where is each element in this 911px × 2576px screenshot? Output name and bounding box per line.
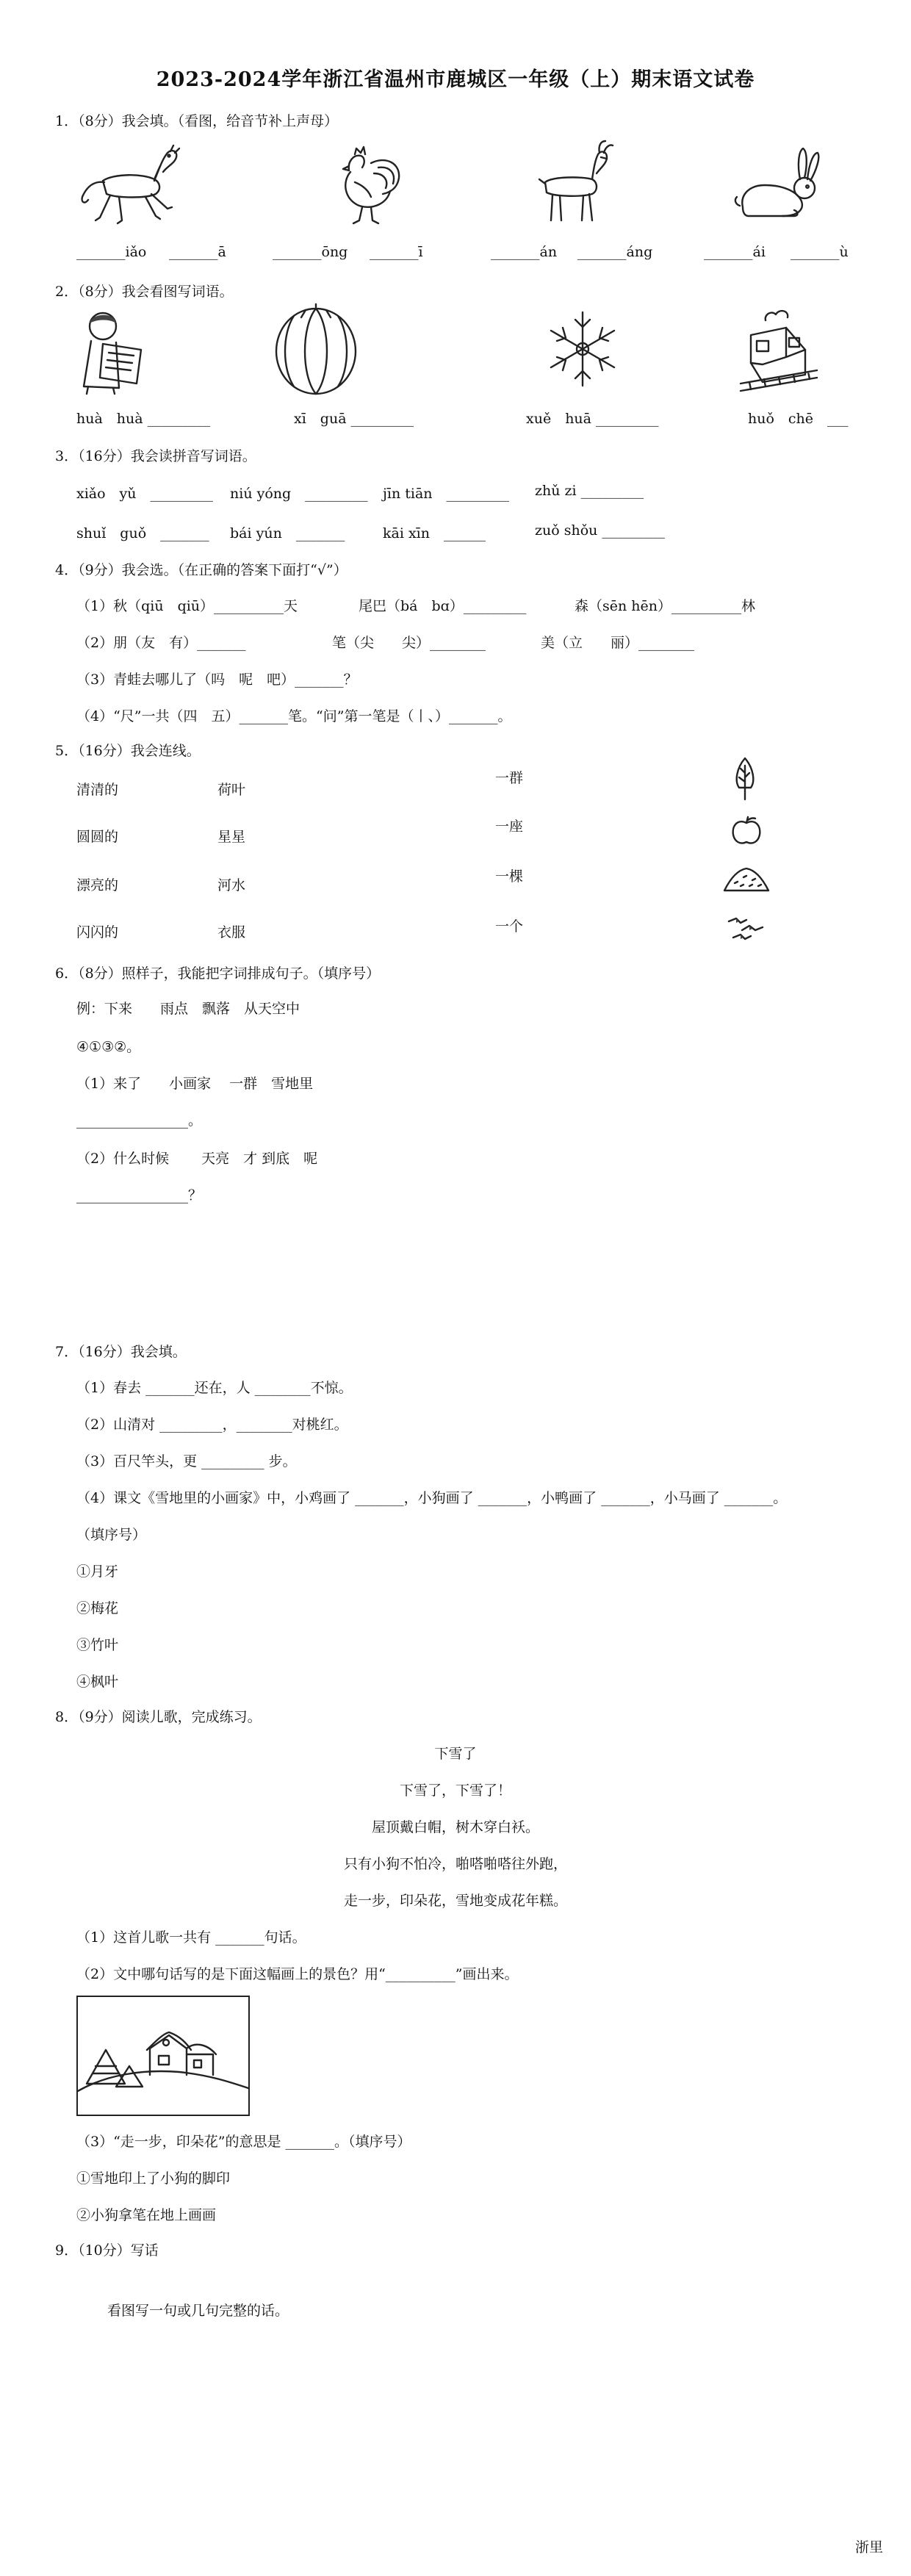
- q2-header: 2．（8分）我会看图写词语。: [55, 284, 234, 300]
- q3-row2-3[interactable]: kāi xīn ______: [383, 525, 486, 542]
- q8-option-2: ②小狗拿笔在地上画画: [76, 2207, 217, 2223]
- q4-item-2b[interactable]: 笔（尖 尖）________: [332, 635, 486, 651]
- q4-item-2a[interactable]: （2）朋（友 有）_______: [76, 635, 246, 651]
- tree-icon[interactable]: [732, 757, 758, 801]
- q6-example-answer: ④①③②。: [76, 1039, 141, 1055]
- q3-row2-4[interactable]: zuǒ shǒu _________: [535, 522, 665, 539]
- q6-part2: （2）什么时候 天亮 才 到底 呢: [76, 1151, 318, 1167]
- poem-line-1: 下雪了，下雪了！: [399, 1782, 511, 1799]
- train-image: [735, 306, 823, 394]
- page-footer: 浙里: [854, 2539, 883, 2555]
- q4-header: 4．（9分）我会选。（在正确的答案下面打“√”）: [55, 562, 348, 578]
- q1-blank-3[interactable]: _______ōng: [273, 244, 348, 260]
- q6-header: 6．（8分）照样子，我能把字词排成句子。（填序号）: [55, 965, 381, 982]
- q1-blank-2[interactable]: _______ā: [169, 244, 226, 260]
- q4-item-2c[interactable]: 美（立 丽）________: [541, 635, 695, 651]
- q7-option-1: ①月牙: [76, 1564, 119, 1580]
- poem-title: 下雪了: [434, 1746, 477, 1762]
- q5-col3-4[interactable]: 一个: [495, 918, 524, 935]
- q5-col2-3[interactable]: 河水: [217, 877, 246, 893]
- q2-item-4[interactable]: huǒ chē ___: [748, 411, 849, 427]
- poem-line-2: 屋顶戴白帽，树木穿白袄。: [371, 1819, 539, 1835]
- q5-col2-2[interactable]: 星星: [217, 829, 246, 845]
- q3-header: 3．（16分）我会读拼音写词语。: [55, 448, 256, 464]
- q5-header: 5．（16分）我会连线。: [55, 743, 201, 759]
- q1-blank-1[interactable]: _______iǎo: [76, 244, 147, 260]
- q6-example: 例：下来 雨点 飘落 从天空中: [76, 1001, 300, 1017]
- q3-row1-3[interactable]: jīn tiān _________: [383, 486, 510, 502]
- boy-reading-image: [73, 307, 154, 395]
- poem-line-4: 走一步，印朵花，雪地变成花年糕。: [343, 1893, 567, 1909]
- q5-col1-2[interactable]: 圆圆的: [76, 829, 119, 845]
- q1-blank-5[interactable]: _______án: [491, 244, 558, 260]
- apple-icon[interactable]: [730, 816, 763, 846]
- q3-row2-1[interactable]: shuǐ guǒ _______: [76, 525, 209, 542]
- q9-prompt: 看图写一句或几句完整的话。: [107, 2303, 289, 2319]
- q7-option-4: ④枫叶: [76, 1674, 119, 1690]
- q4-item-4[interactable]: （4）“尺”一共（四 五）_______笔。“问”第一笔是（丨、）_______。: [76, 708, 512, 724]
- q5-col2-1[interactable]: 荷叶: [217, 782, 246, 798]
- q8-header: 8．（9分）阅读儿歌，完成练习。: [55, 1709, 262, 1725]
- q6-part2-answer[interactable]: ________________？: [76, 1187, 203, 1204]
- q3-row1-4[interactable]: zhǔ zi _________: [535, 483, 644, 499]
- q3-row1-2[interactable]: niú yóng _________: [230, 486, 368, 502]
- q1-header: 1．（8分）我会填。（看图，给音节补上声母）: [55, 113, 339, 129]
- poem-line-3: 只有小狗不怕冷，啪嗒啪嗒往外跑，: [343, 1856, 567, 1872]
- rooster-image: [320, 141, 408, 229]
- q6-part1: （1）来了 小画家 一群 雪地里: [76, 1076, 314, 1092]
- q8-question-1[interactable]: （1）这首儿歌一共有 _______句话。: [76, 1929, 306, 1946]
- q4-item-3[interactable]: （3）青蛙去哪儿了（吗 呢 吧）_______？: [76, 672, 358, 688]
- q1-blank-4[interactable]: _______ī: [370, 244, 423, 260]
- q4-item-1b[interactable]: 尾巴（bá bɑ）_________: [359, 598, 527, 614]
- q2-item-2[interactable]: xī guā _________: [294, 411, 414, 427]
- q9-header: 9．（10分）写话: [55, 2242, 159, 2259]
- q7-option-3: ③竹叶: [76, 1637, 119, 1653]
- page-title: 2023-2024学年浙江省温州市鹿城区一年级（上）期末语文试卷: [156, 68, 755, 91]
- q7-item-4[interactable]: （4）课文《雪地里的小画家》中，小鸡画了 _______，小狗画了 _______，小鸭画了 _______，小马画了 _______。: [76, 1490, 788, 1506]
- q3-row2-2[interactable]: bái yún _______: [230, 525, 345, 542]
- q5-col3-2[interactable]: 一座: [495, 819, 524, 835]
- rabbit-image: [731, 143, 823, 231]
- q4-item-1a[interactable]: （1）秋（qiū qiū）__________天: [76, 598, 298, 614]
- q7-item-3[interactable]: （3）百尺竿头，更 _________ 步。: [76, 1453, 297, 1469]
- q2-item-3[interactable]: xuě huā _________: [526, 411, 659, 427]
- q7-header: 7．（16分）我会填。: [55, 1344, 187, 1360]
- q5-col3-1[interactable]: 一群: [495, 770, 524, 786]
- q5-col3-3[interactable]: 一棵: [495, 868, 524, 885]
- q5-col1-4[interactable]: 闪闪的: [76, 924, 119, 940]
- watermelon-image: [272, 304, 360, 398]
- q7-note: （填序号）: [76, 1527, 147, 1543]
- q7-item-1[interactable]: （1）春去 _______还在，人 ________不惊。: [76, 1380, 353, 1396]
- q1-blank-6[interactable]: _______áng: [577, 244, 653, 260]
- snowflake-image: [542, 309, 623, 389]
- q1-blank-8[interactable]: _______ù: [791, 244, 849, 260]
- q8-option-1: ①雪地印上了小狗的脚印: [76, 2170, 231, 2187]
- q4-item-1c[interactable]: 森（sēn hēn）__________林: [575, 598, 755, 614]
- q1-blank-7[interactable]: _______ái: [704, 244, 766, 260]
- q6-part1-answer[interactable]: ________________。: [76, 1112, 203, 1129]
- q8-question-3[interactable]: （3）“走一步，印朵花”的意思是 _______。（填序号）: [76, 2134, 411, 2150]
- q2-item-1[interactable]: huà huà _________: [76, 411, 211, 427]
- horse-image: [73, 144, 184, 229]
- hill-icon[interactable]: [723, 864, 770, 893]
- q5-col2-4[interactable]: 衣服: [217, 924, 246, 940]
- q5-col1-3[interactable]: 漂亮的: [76, 877, 119, 893]
- q8-question-2[interactable]: （2）文中哪句话写的是下面这幅画上的景色？用“__________”画出来。: [76, 1966, 519, 1982]
- q7-item-2[interactable]: （2）山清对 _________，________对桃红。: [76, 1417, 348, 1433]
- q5-col1-1[interactable]: 清清的: [76, 782, 119, 798]
- q7-option-2: ②梅花: [76, 1600, 119, 1616]
- q3-row1-1[interactable]: xiǎo yǔ _________: [76, 486, 214, 502]
- birds-icon[interactable]: [726, 913, 767, 945]
- goat-image: [530, 138, 619, 230]
- snow-house-image: [76, 1996, 250, 2116]
